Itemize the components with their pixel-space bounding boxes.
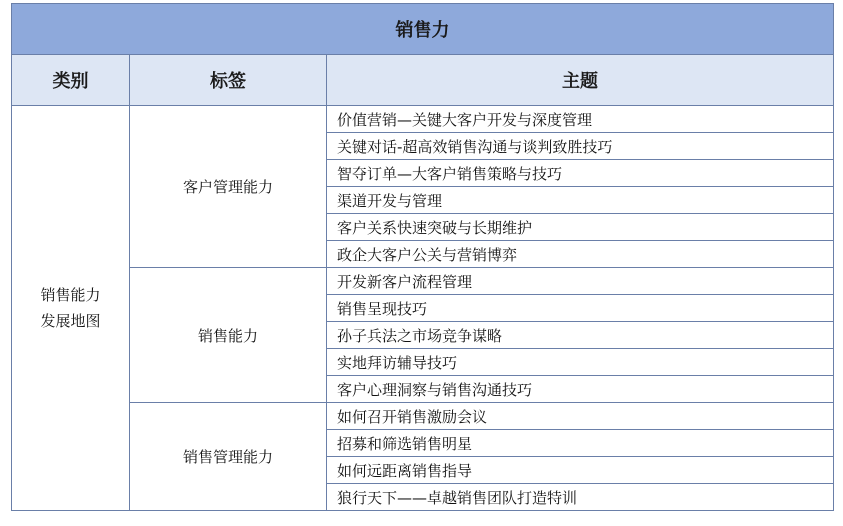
category-label: 销售能力 发展地图 — [40, 286, 101, 330]
tag-cell-sales-management: 销售管理能力 — [130, 403, 327, 511]
header-topic: 主题 — [327, 55, 834, 106]
header-category: 类别 — [12, 55, 130, 106]
sales-capability-table-container — [11, 3, 833, 511]
topic-cell: 客户关系快速突破与长期维护 — [327, 214, 834, 241]
topic-cell: 客户心理洞察与销售沟通技巧 — [327, 376, 834, 403]
topic-cell: 狼行天下——卓越销售团队打造特训 — [327, 484, 834, 511]
topic-cell: 政企大客户公关与营销博弈 — [327, 241, 834, 268]
topic-cell: 销售呈现技巧 — [327, 295, 834, 322]
topic-cell: 开发新客户流程管理 — [327, 268, 834, 295]
topic-cell: 关键对话-超高效销售沟通与谈判致胜技巧 — [327, 133, 834, 160]
table-row — [12, 106, 834, 133]
tag-cell-customer-management: 客户管理能力 — [130, 106, 327, 268]
topic-cell: 如何召开销售激励会议 — [327, 403, 834, 430]
tag-cell-sales-ability: 销售能力 — [130, 268, 327, 403]
sales-capability-table — [11, 3, 834, 511]
table-row — [12, 403, 834, 430]
table-header-row — [12, 55, 834, 106]
topic-cell: 实地拜访辅导技巧 — [327, 349, 834, 376]
topic-cell: 孙子兵法之市场竞争谋略 — [327, 322, 834, 349]
topic-cell: 渠道开发与管理 — [327, 187, 834, 214]
header-tag: 标签 — [130, 55, 327, 106]
table-title-row — [12, 4, 834, 55]
topic-cell: 价值营销—关键大客户开发与深度管理 — [327, 106, 834, 133]
topic-cell: 智夺订单—大客户销售策略与技巧 — [327, 160, 834, 187]
topic-cell: 招募和筛选销售明星 — [327, 430, 834, 457]
topic-cell: 如何远距离销售指导 — [327, 457, 834, 484]
category-cell — [12, 106, 130, 511]
table-row — [12, 268, 834, 295]
table-title: 销售力 — [12, 4, 834, 55]
